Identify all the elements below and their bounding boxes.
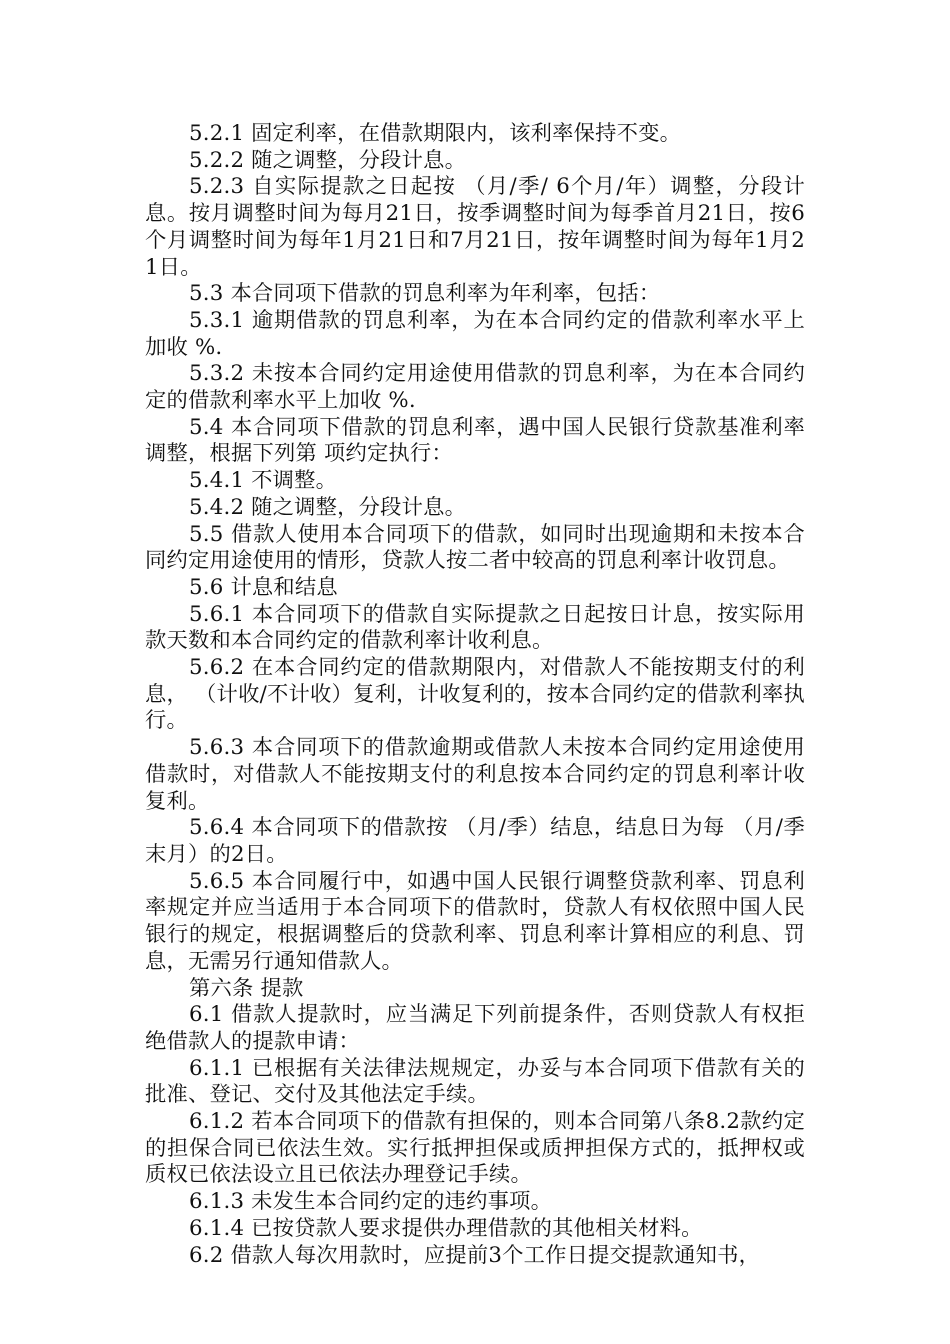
- clause-5-2-1: 5.2.1 固定利率，在借款期限内，该利率保持不变。: [189, 121, 682, 146]
- clause-5-6-3: 5.6.3 本合同项下的借款逾期或借款人未按本合同约定用途使用借款时，对借款人不能按期支付的利息按本合同约定的罚息利率计收复利。: [145, 735, 805, 814]
- clause-5-2-3: 5.2.3 自实际提款之日起按 （月/季/ 6个月/年）调整，分段计息。按月调整时间为每月21日，按季调整时间为每季首月21日，按6个月调整时间为每年1月21日和7月21日，按年调整时间为每年1月21日。: [145, 174, 805, 280]
- clause-6-1: 6.1 借款人提款时，应当满足下列前提条件，否则贷款人有权拒绝借款人的提款申请：: [145, 1002, 805, 1054]
- clause-5-6-heading: 5.6 计息和结息: [189, 574, 338, 600]
- clause-5-6-1: 5.6.1 本合同项下的借款自实际提款之日起按日计息，按实际用款天数和本合同约定的借款利率计收利息。: [145, 601, 805, 654]
- clause-5-2-2: 5.2.2 随之调整，分段计息。: [189, 147, 467, 173]
- clause-6-1-4: 6.1.4 已按贷款人要求提供办理借款的其他相关材料。: [189, 1215, 703, 1241]
- clause-6-1-1: 6.1.1 已根据有关法律法规规定，办妥与本合同项下借款有关的批准、登记、交付及其他法定手续。: [145, 1055, 805, 1108]
- article-6-heading: 第六条 提款: [189, 975, 304, 1001]
- document-body: [145, 121, 805, 1269]
- clause-5-3-2: 5.3.2 未按本合同约定用途使用借款的罚息利率，为在本合同约定的借款利率水平上加收 %.: [145, 361, 805, 414]
- clause-5-3: 5.3 本合同项下借款的罚息利率为年利率，包括：: [189, 281, 661, 307]
- clause-5-4-2: 5.4.2 随之调整，分段计息。: [189, 494, 467, 520]
- clause-5-4-1: 5.4.1 不调整。: [189, 468, 338, 494]
- clause-6-1-3: 6.1.3 未发生本合同约定的违约事项。: [189, 1189, 553, 1215]
- clause-5-5: 5.5 借款人使用本合同项下的借款，如同时出现逾期和未按本合同约定用途使用的情形，贷款人按二者中较高的罚息利率计收罚息。: [145, 521, 805, 574]
- clause-6-1-2: 6.1.2 若本合同项下的借款有担保的，则本合同第八条8.2款约定的担保合同已依法生效。实行抵押担保或质押担保方式的，抵押权或质权已依法设立且已依法办理登记手续。: [145, 1109, 805, 1188]
- clause-5-4: 5.4 本合同项下借款的罚息利率，遇中国人民银行贷款基准利率调整，根据下列第 项约定执行：: [145, 414, 805, 467]
- clause-5-6-5: 5.6.5 本合同履行中，如遇中国人民银行调整贷款利率、罚息利率规定并应当适用于本合同项下的借款时，贷款人有权依照中国人民银行的规定，根据调整后的贷款利率、罚息利率计算相应的利息、罚息，无需另行通知借款人。: [145, 868, 805, 974]
- clause-5-6-2: 5.6.2 在本合同约定的借款期限内，对借款人不能按期支付的利息， （计收/不计收）复利，计收复利的，按本合同约定的借款利率执行。: [145, 655, 805, 734]
- clause-5-6-4: 5.6.4 本合同项下的借款按 （月/季）结息，结息日为每 （月/季末月）的2日。: [145, 815, 805, 867]
- clause-5-3-1: 5.3.1 逾期借款的罚息利率，为在本合同约定的借款利率水平上加收 %.: [145, 307, 805, 360]
- clause-6-2: 6.2 借款人每次用款时，应提前3个工作日提交提款通知书，: [189, 1242, 761, 1268]
